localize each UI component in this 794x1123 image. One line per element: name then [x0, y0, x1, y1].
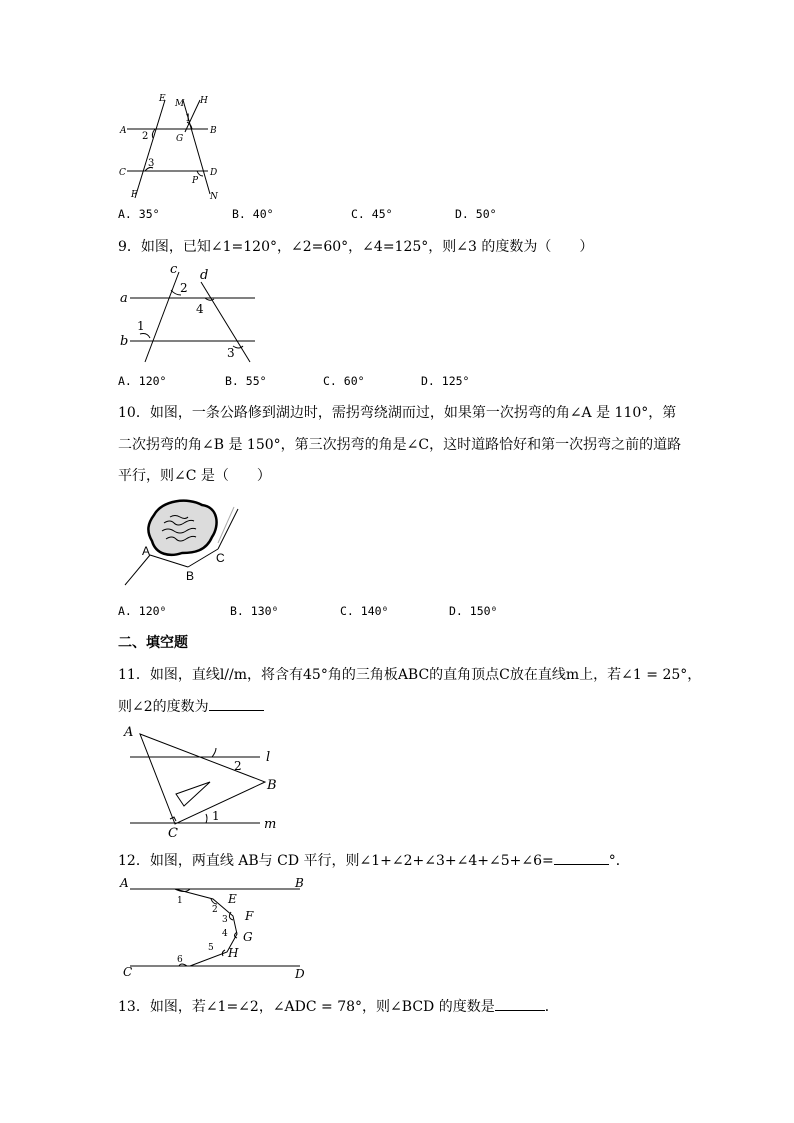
- label-d: D: [295, 967, 305, 981]
- label-b: B: [186, 569, 195, 583]
- q12-suffix: °．: [608, 853, 630, 869]
- angle-label-4: 4: [222, 929, 228, 939]
- label-g: G: [243, 930, 253, 944]
- label-b: b: [120, 334, 129, 349]
- label-d: d: [200, 268, 209, 283]
- q10-option-a[interactable]: A. 120⁰: [118, 604, 167, 618]
- road-a-b: [150, 555, 188, 567]
- label-c: C: [119, 168, 126, 178]
- road-before-a: [125, 555, 150, 585]
- label-f: F: [245, 909, 254, 923]
- angle-label-2: 2: [234, 759, 242, 773]
- q11-answer-blank[interactable]: [209, 696, 264, 711]
- q12-text-label: 12．如图，两直线 AB与 CD 平行，则∠1+∠2+∠3+∠4+∠5+∠6=: [118, 853, 554, 869]
- label-e: E: [228, 892, 237, 906]
- label-m: m: [264, 817, 277, 832]
- label-f: F: [131, 190, 138, 200]
- q9-text: 9．如图，已知∠1=120°，∠2=60°，∠4=125°，则∠3 的度数为（ ）: [118, 239, 594, 255]
- label-g: G: [176, 134, 184, 144]
- label-l: l: [266, 750, 271, 765]
- section-title-fill-in: 二、填空题: [118, 635, 188, 651]
- q12-text: [118, 850, 630, 871]
- angle-label-6: 6: [177, 955, 183, 965]
- label-a: a: [120, 291, 128, 306]
- label-n: N: [210, 192, 218, 202]
- figure-q8: [115, 92, 225, 202]
- figure-q11: [120, 722, 285, 842]
- q10-option-b[interactable]: B. 130⁰: [230, 604, 279, 618]
- label-c: C: [168, 826, 178, 841]
- label-b: B: [295, 876, 304, 890]
- label-b: B: [210, 126, 217, 136]
- figure-q12: [115, 872, 315, 984]
- label-a: A: [120, 126, 127, 136]
- label-b: B: [267, 778, 277, 793]
- q8-option-b[interactable]: B. 40°: [232, 207, 274, 221]
- angle-label-1: 1: [137, 319, 145, 333]
- label-h: H: [200, 96, 208, 106]
- q13-text-label: 13．如图，若∠1=∠2，∠ADC = 78°，则∠BCD 的度数是: [118, 999, 495, 1015]
- figure-q9: [115, 262, 260, 367]
- line-d: [201, 282, 250, 362]
- label-a: A: [142, 544, 151, 558]
- label-c: c: [170, 262, 178, 277]
- label-h: H: [228, 946, 239, 960]
- q8-option-a[interactable]: A. 35°: [118, 207, 160, 221]
- angle-label-2: 2: [180, 281, 188, 295]
- label-a: A: [124, 725, 134, 740]
- q9-option-d[interactable]: D. 125°: [421, 374, 470, 388]
- q9-option-a[interactable]: A. 120°: [118, 374, 167, 388]
- q13-answer-blank[interactable]: [495, 996, 545, 1011]
- label-d: D: [210, 168, 218, 178]
- angle-label-1: 1: [212, 809, 220, 823]
- angle-label-3: 3: [227, 346, 235, 360]
- label-p: P: [192, 176, 199, 186]
- label-e: E: [159, 94, 166, 104]
- triangle-abc: [140, 734, 265, 824]
- q11-text-line1: 11．如图，直线l//m，将含有45°角的三角板ABC的直角顶点C放在直线m上，若∠1 = 25°，: [118, 667, 702, 683]
- q12-answer-blank[interactable]: [554, 850, 609, 865]
- q11-text-line2: [118, 696, 264, 717]
- q9-option-c[interactable]: C. 60°: [323, 374, 365, 388]
- road-after-c: [218, 509, 238, 549]
- q10-option-d[interactable]: D. 150⁰: [449, 604, 498, 618]
- line-c: [145, 272, 179, 362]
- q9-option-b[interactable]: B. 55°: [225, 374, 267, 388]
- angle-label-5: 5: [208, 943, 214, 953]
- label-c: C: [123, 965, 133, 979]
- angle-label-3: 3: [222, 915, 228, 925]
- angle-label-3: 3: [148, 158, 155, 169]
- q10-text-line1: 10．如图，一条公路修到湖边时，需拐弯绕湖而过，如果第一次拐弯的角∠A 是 110°，第: [118, 405, 677, 421]
- q10-option-c[interactable]: C. 140⁰: [340, 604, 389, 618]
- q8-option-c[interactable]: C. 45°: [351, 207, 393, 221]
- angle-label-1: 1: [177, 896, 183, 906]
- q10-text-line2: 二次拐弯的角∠B 是 150°，第三次拐弯的角是∠C，这时道路恰好和第一次拐弯之前的道路: [118, 437, 682, 453]
- angle-label-1: 1: [185, 113, 192, 124]
- triangle-hole: [176, 782, 210, 806]
- angle-label-4: 4: [196, 302, 204, 316]
- q11-text-line2-label: 则∠2的度数为: [118, 699, 209, 715]
- label-m: M: [175, 99, 185, 109]
- q13-suffix: ．: [544, 999, 559, 1015]
- lake-shape: [148, 501, 216, 555]
- q8-option-d[interactable]: D. 50°: [455, 207, 497, 221]
- label-a: A: [120, 876, 129, 890]
- angle-label-2: 2: [142, 131, 149, 142]
- line-ef: [135, 100, 165, 198]
- q13-text: [118, 996, 559, 1017]
- figure-q10: [120, 495, 240, 590]
- q10-text-line3: 平行，则∠C 是（ ）: [118, 468, 271, 484]
- angle-label-2: 2: [212, 905, 218, 915]
- label-c: C: [216, 551, 225, 565]
